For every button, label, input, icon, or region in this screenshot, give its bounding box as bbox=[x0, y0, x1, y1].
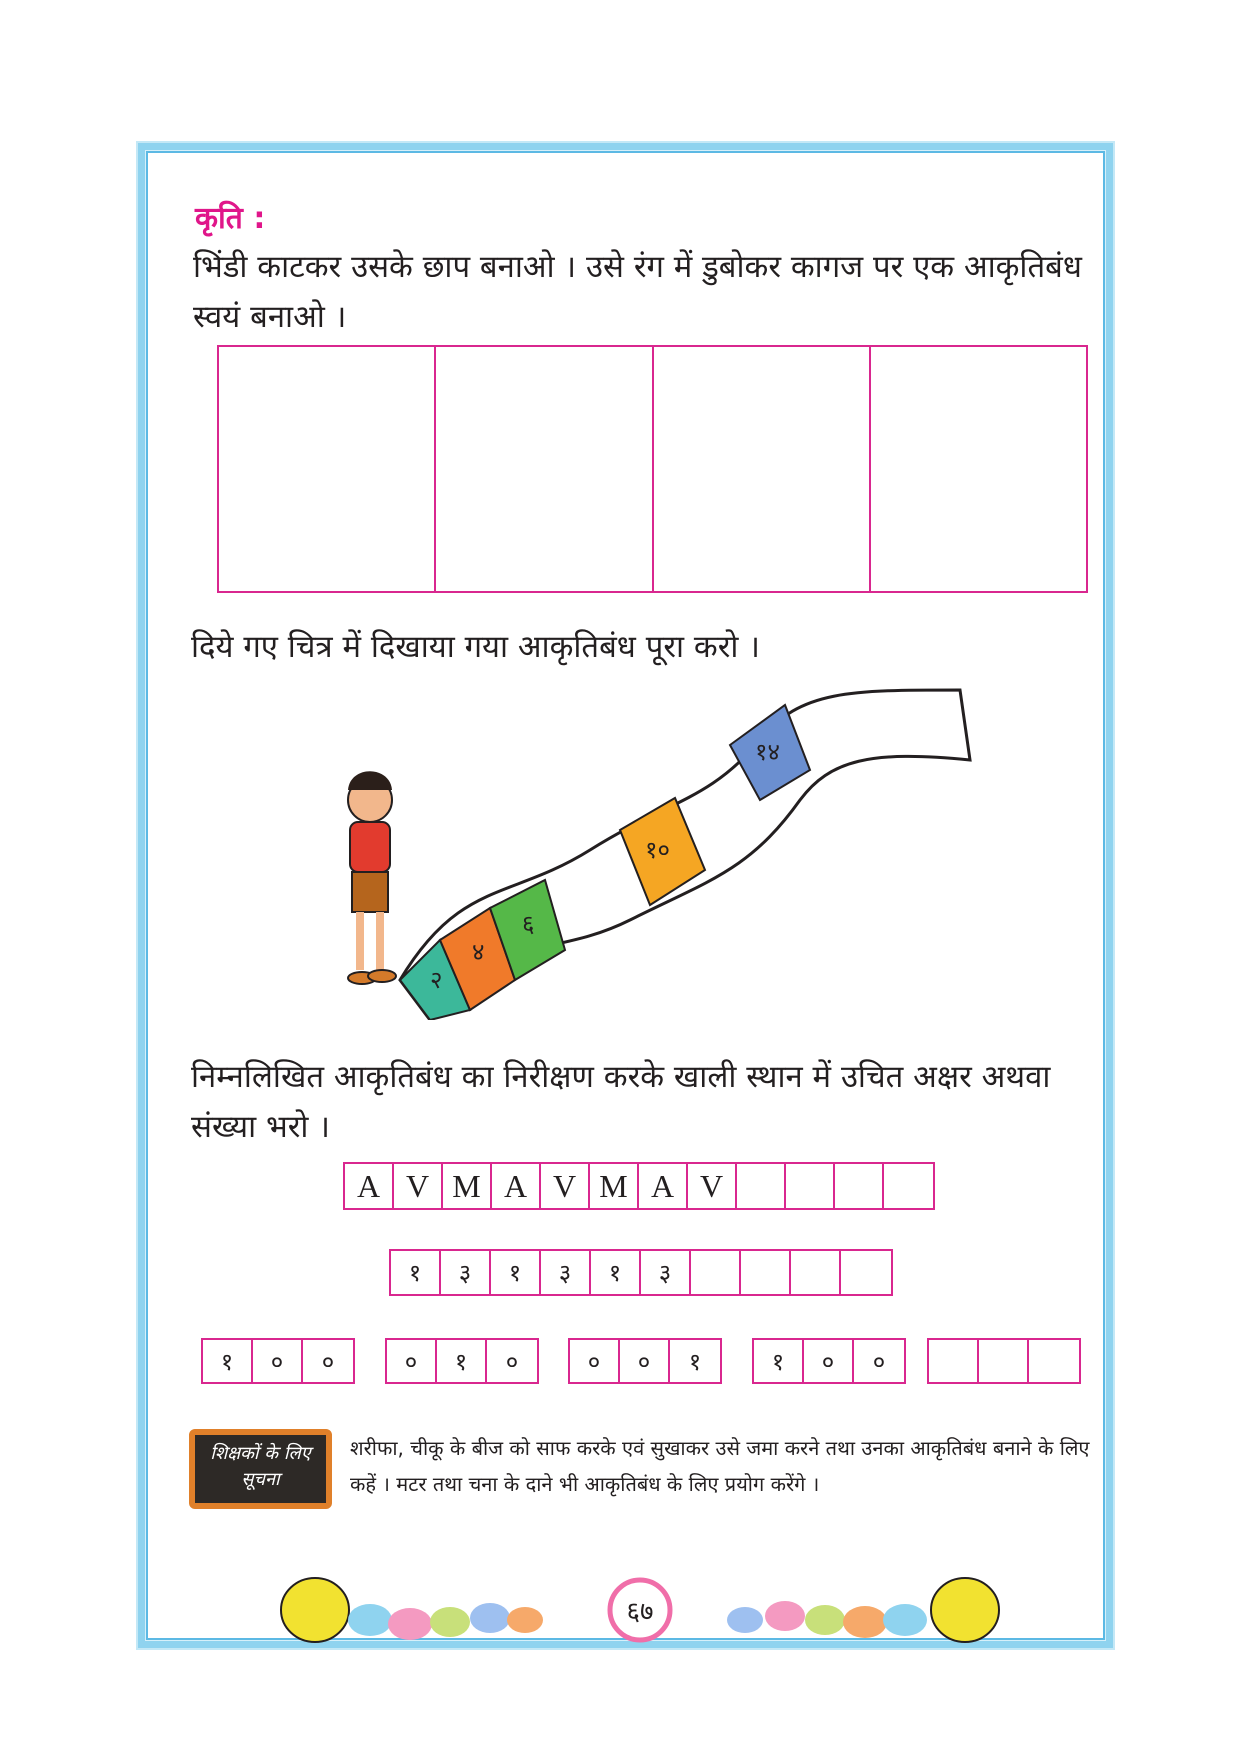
sequence-cell-blank[interactable] bbox=[884, 1164, 933, 1208]
drawing-box[interactable] bbox=[654, 347, 871, 591]
sequence-cell-blank[interactable] bbox=[791, 1251, 841, 1294]
tile-number: ६ bbox=[522, 910, 535, 938]
tile-number: १० bbox=[645, 836, 670, 864]
boy-figure bbox=[348, 771, 396, 984]
sequence-cell: M bbox=[590, 1164, 639, 1208]
sequence-cell: १ bbox=[491, 1251, 541, 1294]
sequence-cell: V bbox=[688, 1164, 737, 1208]
sequence-cell: A bbox=[345, 1164, 394, 1208]
sequence-cell: ० bbox=[570, 1340, 620, 1382]
drawing-box[interactable] bbox=[219, 347, 436, 591]
teacher-note-label-line2: सूचना bbox=[241, 1469, 280, 1490]
tile-number: १४ bbox=[755, 738, 780, 766]
teacher-note-label bbox=[189, 1429, 332, 1509]
sequence-cell: १ bbox=[203, 1340, 253, 1382]
tile-number: ४ bbox=[472, 938, 485, 966]
sequence-cell: V bbox=[394, 1164, 443, 1208]
sequence-cell: ० bbox=[620, 1340, 670, 1382]
sequence-cell: ० bbox=[387, 1340, 437, 1382]
drawing-box[interactable] bbox=[871, 347, 1086, 591]
sequence-cell-blank[interactable] bbox=[929, 1340, 979, 1382]
sequence-cell: १ bbox=[754, 1340, 804, 1382]
teacher-note-label-line1: शिक्षकों के लिए bbox=[210, 1443, 311, 1464]
tile-number: २ bbox=[430, 966, 443, 994]
binary-group bbox=[568, 1338, 722, 1384]
binary-group bbox=[927, 1338, 1081, 1384]
activity-instruction: भिंडी काटकर उसके छाप बनाओ । उसे रंग में डुबोकर कागज पर एक आकृतिबंध स्वयं बनाओ । bbox=[193, 249, 1082, 335]
binary-group bbox=[201, 1338, 355, 1384]
activity-heading: कृति : bbox=[195, 201, 266, 236]
sequence-cell: ० bbox=[804, 1340, 854, 1382]
number-sequence bbox=[389, 1249, 893, 1296]
sequence-cell-blank[interactable] bbox=[741, 1251, 791, 1294]
sequence-cell: V bbox=[541, 1164, 590, 1208]
sequence-cell: १ bbox=[391, 1251, 441, 1294]
drawing-boxes bbox=[217, 345, 1088, 593]
sequence-cell: ० bbox=[253, 1340, 303, 1382]
sequence-cell-blank[interactable] bbox=[691, 1251, 741, 1294]
sequence-cell: १ bbox=[437, 1340, 487, 1382]
sequence-cell: ० bbox=[872, 1347, 886, 1376]
sequence-cell: A bbox=[639, 1164, 688, 1208]
path-instruction: दिये गए चित्र में दिखाया गया आकृतिबंध पूरा करो । bbox=[191, 629, 760, 665]
sequence-cell: ३ bbox=[541, 1251, 591, 1294]
caterpillar-decoration bbox=[275, 1550, 1015, 1650]
teacher-note-text: शरीफा, चीकू के बीज को साफ करके एवं सुखाकर उसे जमा करने तथा उनका आकृतिबंध बनाने के लिए कहें । मटर तथा चना के दाने भी आकृतिबंध के लिए प्रयोग करेंगे । bbox=[350, 1436, 1090, 1496]
drawing-box[interactable] bbox=[436, 347, 653, 591]
number-path-illustration bbox=[330, 680, 990, 1020]
sequence-cell: ३ bbox=[441, 1251, 491, 1294]
sequence-cell-blank[interactable] bbox=[841, 1251, 891, 1294]
sequence-cell-blank[interactable] bbox=[835, 1164, 884, 1208]
binary-group bbox=[385, 1338, 539, 1384]
sequence-cell-blank[interactable] bbox=[737, 1164, 786, 1208]
sequence-cell: ३ bbox=[641, 1251, 691, 1294]
sequence-cell: M bbox=[443, 1164, 492, 1208]
sequence-instruction: निम्नलिखित आकृतिबंध का निरीक्षण करके खाली स्थान में उचित अक्षर अथवा संख्या भरो । bbox=[191, 1059, 1051, 1145]
sequence-cell-blank[interactable] bbox=[979, 1340, 1029, 1382]
sequence-cell: १ bbox=[591, 1251, 641, 1294]
sequence-cell-blank[interactable] bbox=[786, 1164, 835, 1208]
sequence-cell: ० bbox=[321, 1347, 335, 1376]
binary-group bbox=[752, 1338, 906, 1384]
sequence-cell: ० bbox=[505, 1347, 519, 1376]
letter-sequence bbox=[343, 1162, 935, 1210]
page-number: ६७ bbox=[626, 1597, 654, 1627]
sequence-cell-blank[interactable] bbox=[1029, 1340, 1079, 1382]
sequence-cell: १ bbox=[688, 1347, 702, 1376]
sequence-cell: A bbox=[492, 1164, 541, 1208]
